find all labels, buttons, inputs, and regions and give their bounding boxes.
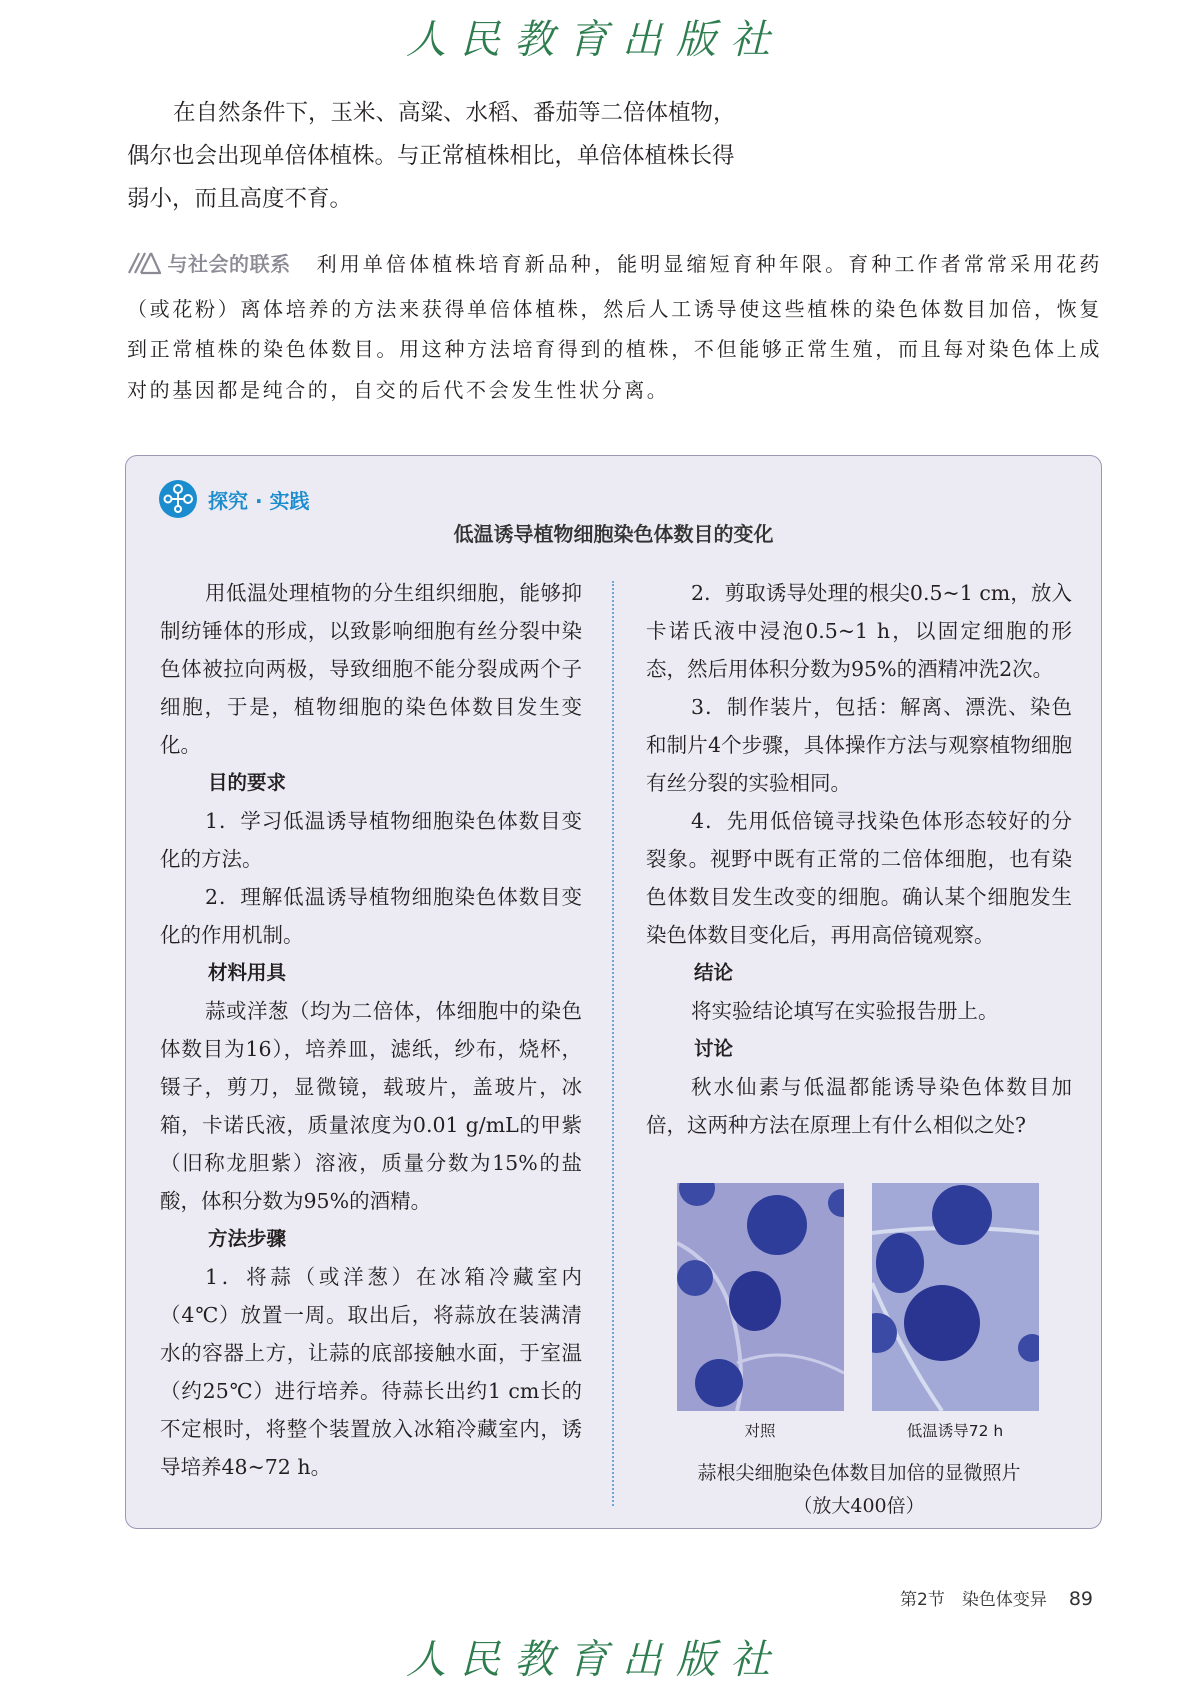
goal-heading: 目的要求	[208, 771, 287, 794]
discussion-heading: 讨论	[694, 1037, 734, 1060]
molecule-icon	[158, 479, 198, 519]
column-divider	[612, 581, 614, 1506]
publisher-logo-bottom: 人民教育出版社	[406, 1637, 784, 1683]
page-footer	[900, 1585, 1093, 1610]
inquiry-practice-box	[125, 455, 1102, 1529]
figure-magnification: （放大400倍）	[793, 1495, 925, 1517]
section-label: 第2节 染色体变异	[900, 1590, 1047, 1610]
goal-1: 1．学习低温诱导植物细胞染色体数目变化的方法。	[160, 809, 582, 871]
page-number: 89	[1068, 1588, 1094, 1610]
control-caption: 对照	[744, 1422, 776, 1440]
goal-2: 2．理解低温诱导植物细胞染色体数目变化的作用机制。	[160, 885, 582, 947]
step-1: 1．将蒜（或洋葱）在冰箱冷藏室内（4℃）放置一周。取出后，将蒜放在装满清水的容器上方，让蒜的底部接触水面，于室温（约25℃）进行培养。待蒜长出约1 cm长的不定根时，将整个装置放入冰箱冷藏室内，诱导培养48~72 h。	[160, 1265, 582, 1479]
conclusion-heading: 结论	[694, 961, 734, 984]
society-text: 利用单倍体植株培育新品种，能明显缩短育种年限。育种工作者常常采用花药（或花粉）离体培养的方法来获得单倍体植株，然后人工诱导使这些植株的染色体数目加倍，恢复到正常植株的染色体数目。用这种方法培育得到的植株，不但能够正常生殖，而且每对染色体上成对的基因都是纯合的，自交的后代不会发生性状分离。	[127, 252, 1102, 402]
treated-caption: 低温诱导72 h	[906, 1422, 1004, 1440]
step-3: 3．制作装片，包括：解离、漂洗、染色和制片4个步骤，具体操作方法与观察植物细胞有丝分裂的实验相同。	[646, 695, 1072, 795]
stripes-triangle-icon	[127, 248, 161, 289]
step-4: 4．先用低倍镜寻找染色体形态较好的分裂象。视野中既有正常的二倍体细胞，也有染色体数目发生改变的细胞。确认某个细胞发生染色体数目变化后，再用高倍镜观察。	[646, 809, 1072, 947]
cold-induced-micrograph	[872, 1183, 1039, 1411]
materials-heading: 材料用具	[208, 961, 287, 984]
left-column	[160, 574, 582, 1486]
intro-paragraph: 在自然条件下，玉米、高粱、水稻、番茄等二倍体植物，偶尔也会出现单倍体植株。与正常植株相比，单倍体植株长得弱小，而且高度不育。	[127, 100, 736, 212]
intro-text: 用低温处理植物的分生组织细胞，能够抑制纺锤体的形成，以致影响细胞有丝分裂中染色体被拉向两极，导致细胞不能分裂成两个子细胞，于是，植物细胞的染色体数目发生变化。	[160, 581, 582, 757]
conclusion-text: 将实验结论填写在实验报告册上。	[691, 999, 999, 1023]
discussion-text: 秋水仙素与低温都能诱导染色体数目加倍，这两种方法在原理上有什么相似之处?	[646, 1075, 1072, 1137]
steps-heading: 方法步骤	[208, 1227, 287, 1250]
society-connection	[127, 244, 1102, 410]
control-micrograph	[677, 1183, 844, 1411]
step-2: 2．剪取诱导处理的根尖0.5~1 cm，放入卡诺氏液中浸泡0.5~1 h，以固定细胞的形态，然后用体积分数为95%的酒精冲洗2次。	[646, 581, 1072, 681]
figure-caption: 蒜根尖细胞染色体数目加倍的显微照片	[697, 1462, 1021, 1484]
right-column	[646, 574, 1072, 1144]
materials-text: 蒜或洋葱（均为二倍体，体细胞中的染色体数目为16），培养皿，滤纸，纱布，烧杯，镊子，剪刀，显微镜，载玻片，盖玻片，冰箱，卡诺氏液，质量浓度为0.01 g/mL的甲紫（旧称龙胆紫）溶液，质量分数为15%的盐酸，体积分数为95%的酒精。	[160, 999, 582, 1213]
inquiry-badge-label: 探究 · 实践	[208, 488, 310, 513]
inquiry-badge	[158, 479, 310, 519]
publisher-logo-top: 人民教育出版社	[406, 17, 784, 63]
experiment-title: 低温诱导植物细胞染色体数目的变化	[453, 522, 774, 546]
society-heading: 与社会的联系	[167, 252, 291, 276]
